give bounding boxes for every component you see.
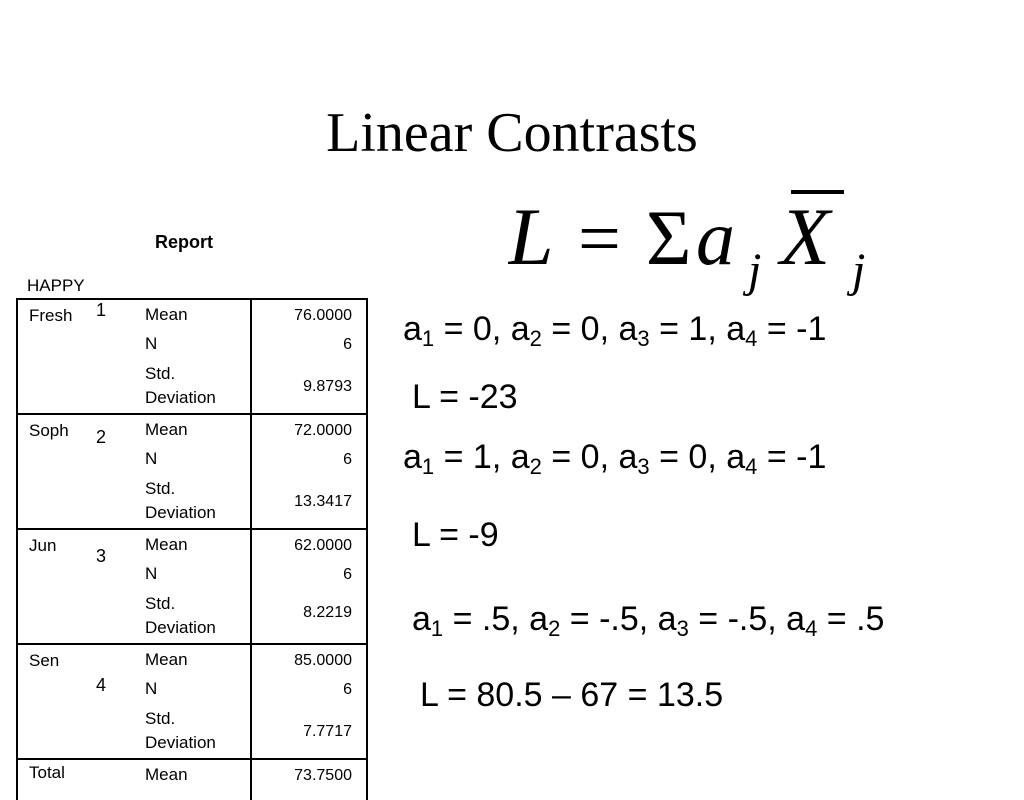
stat-label: Std. (145, 709, 176, 728)
formula-coef-sub: j (748, 244, 762, 297)
stat-value-mean: 72.0000 (294, 422, 352, 439)
stat-value-n: 6 (343, 566, 352, 583)
stat-value-n: 6 (343, 336, 352, 353)
stat-label: N (145, 679, 158, 698)
formula-mean: X (780, 191, 831, 282)
formula-sigma: Σ (646, 194, 692, 281)
slide-title: Linear Contrasts (326, 102, 698, 164)
contrast-result: L = -23 (412, 378, 518, 416)
stat-label: N (145, 334, 158, 353)
stat-label: N (145, 564, 158, 583)
table-row-group (18, 415, 366, 530)
stat-label: Mean (145, 765, 188, 784)
group-label: Sen (29, 651, 60, 670)
stat-label: Deviation (145, 388, 216, 407)
contrast-result: L = -9 (412, 516, 499, 554)
stat-label: Deviation (145, 503, 216, 522)
table-row-total (18, 760, 366, 800)
stat-label: Mean (145, 535, 188, 554)
stat-label: Std. (145, 594, 176, 613)
stat-value-sd: 7.7717 (303, 723, 352, 740)
stat-label: Mean (145, 420, 188, 439)
formula-lhs: L (508, 191, 554, 282)
contrast-formula (508, 188, 888, 298)
group-code: 2 (96, 427, 107, 447)
group-label: Jun (29, 536, 57, 555)
report-table (16, 298, 368, 800)
stat-value-sd: 13.3417 (294, 493, 352, 510)
stat-value-mean: 85.0000 (294, 652, 352, 669)
stat-value-n: 6 (343, 681, 352, 698)
stat-label: Mean (145, 650, 188, 669)
stat-value-n: 6 (343, 451, 352, 468)
contrast-coefficients: $a_1 = 0$, $a_2 = 0$, $a_3 = 1$, $a_4 = -1$ (403, 310, 827, 351)
group-label: Total (29, 763, 65, 782)
table-row-group (18, 645, 366, 760)
formula-equals: = (578, 197, 621, 281)
stat-value-sd: 9.8793 (303, 378, 352, 395)
group-label: Fresh (29, 306, 73, 325)
group-code: 1 (96, 300, 107, 320)
contrast-coefficients: $a_1 = 1$, $a_2 = 0$, $a_3 = 0$, $a_4 = -1$ (403, 438, 827, 479)
stat-label: Std. (145, 479, 176, 498)
stat-label: Deviation (145, 733, 216, 752)
table-row-group (18, 300, 366, 415)
stat-value-sd: 8.2219 (303, 604, 352, 621)
stat-value-mean: 76.0000 (294, 307, 352, 324)
stat-label: Std. (145, 364, 176, 383)
stat-label: N (145, 449, 158, 468)
report-title: Report (155, 232, 213, 252)
group-code: 4 (96, 675, 107, 695)
formula-coef: a (696, 194, 735, 281)
contrast-coefficients: $a_1 = .5$, $a_2 = -.5$, $a_3 = -.5$, $a_4 = .5$ (412, 600, 885, 641)
stat-value-mean: 62.0000 (294, 537, 352, 554)
stat-value-mean: 73.7500 (294, 767, 352, 784)
group-label: Soph (29, 421, 69, 440)
table-row-group (18, 530, 366, 645)
variable-name: HAPPY (27, 276, 85, 295)
formula-mean-sub: j (852, 244, 866, 297)
stat-label: Deviation (145, 618, 216, 637)
group-code: 3 (96, 546, 107, 566)
contrast-result: L = 80.5 – 67 = 13.5 (420, 676, 724, 714)
stat-label: Mean (145, 305, 188, 324)
